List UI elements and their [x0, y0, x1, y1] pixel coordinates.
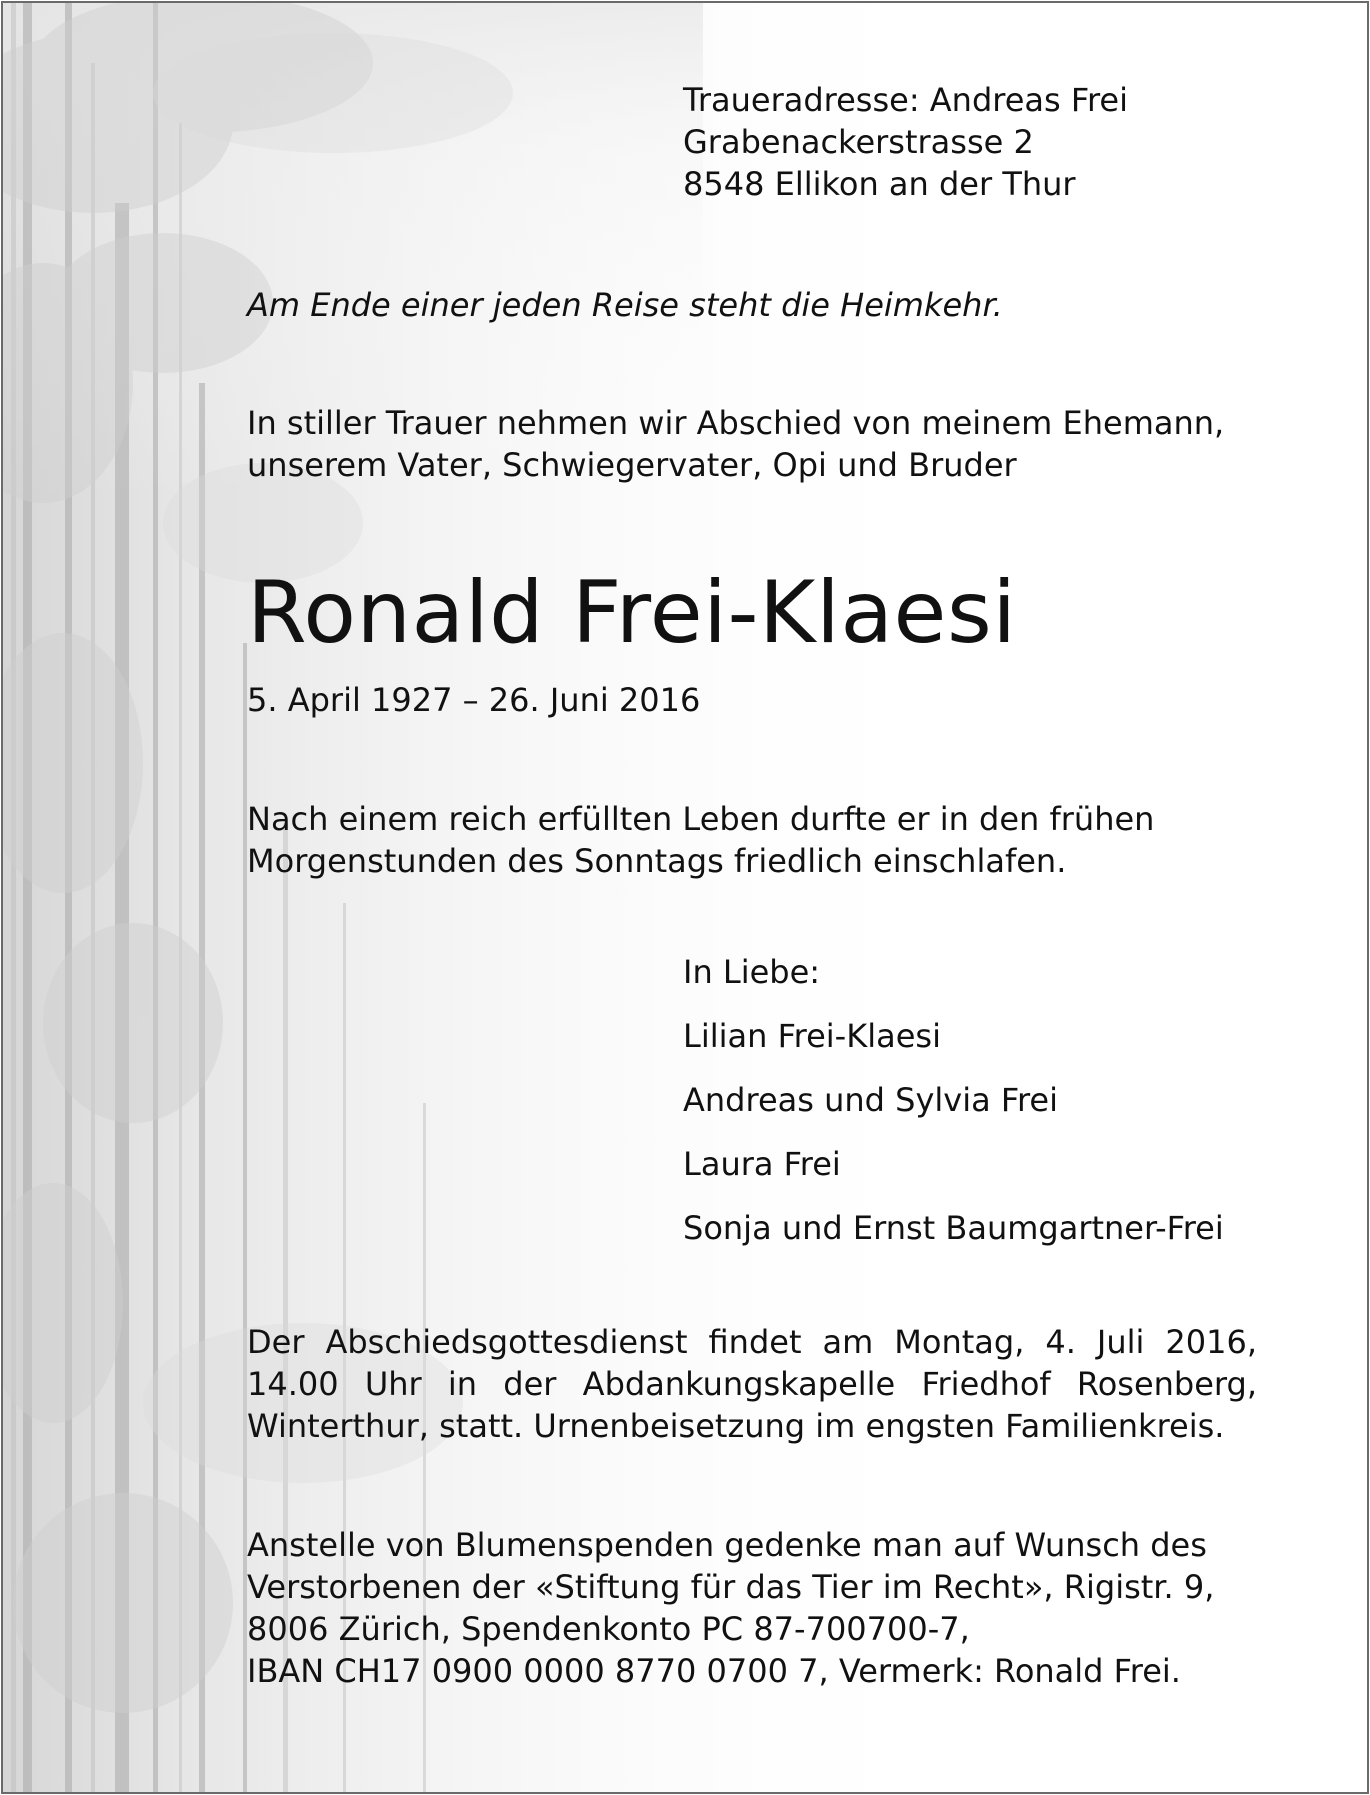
- intro-text: [247, 402, 1224, 486]
- donation-notice: [247, 1524, 1214, 1692]
- deceased-name: Ronald Frei-Klaesi: [247, 563, 1017, 663]
- mourning-address: [683, 79, 1128, 205]
- address-line: Traueradresse: Andreas Frei: [683, 81, 1128, 119]
- family-list: [683, 951, 1224, 1271]
- address-line: 8548 Ellikon an der Thur: [683, 165, 1076, 203]
- service-line: Winterthur, statt. Urnenbeisetzung im engsten Familienkreis.: [247, 1407, 1225, 1445]
- motto-quote: Am Ende einer jeden Reise steht die Heimkehr.: [247, 286, 1003, 324]
- family-heading: In Liebe:: [683, 953, 821, 991]
- life-dates: 5. April 1927 – 26. Juni 2016: [247, 681, 701, 719]
- family-member: Laura Frei: [683, 1145, 841, 1183]
- address-line: Grabenackerstrasse 2: [683, 123, 1034, 161]
- obituary-page: [1, 1, 1369, 1794]
- donation-line: 8006 Zürich, Spendenkonto PC 87-700700-7,: [247, 1610, 970, 1648]
- obituary-content: [3, 3, 1367, 1792]
- service-announcement: [247, 1321, 1257, 1447]
- service-line: Der Abschiedsgottesdienst findet am Montag, 4. Juli 2016,: [247, 1323, 1257, 1361]
- donation-line: Verstorbenen der «Stiftung für das Tier im Recht», Rigistr. 9,: [247, 1568, 1215, 1606]
- passing-text: [247, 798, 1154, 882]
- intro-line: In stiller Trauer nehmen wir Abschied von meinem Ehemann,: [247, 404, 1225, 442]
- family-member: Lilian Frei-Klaesi: [683, 1017, 941, 1055]
- intro-line: unserem Vater, Schwiegervater, Opi und Bruder: [247, 446, 1017, 484]
- family-member: Sonja und Ernst Baumgartner-Frei: [683, 1209, 1224, 1247]
- donation-line: IBAN CH17 0900 0000 8770 0700 7, Vermerk: Ronald Frei.: [247, 1652, 1181, 1690]
- service-line: 14.00 Uhr in der Abdankungskapelle Friedhof Rosenberg,: [247, 1365, 1257, 1403]
- family-member: Andreas und Sylvia Frei: [683, 1081, 1058, 1119]
- passing-line: Nach einem reich erfüllten Leben durfte er in den frühen: [247, 800, 1155, 838]
- donation-line: Anstelle von Blumenspenden gedenke man auf Wunsch des: [247, 1526, 1207, 1564]
- passing-line: Morgenstunden des Sonntags friedlich einschlafen.: [247, 842, 1067, 880]
